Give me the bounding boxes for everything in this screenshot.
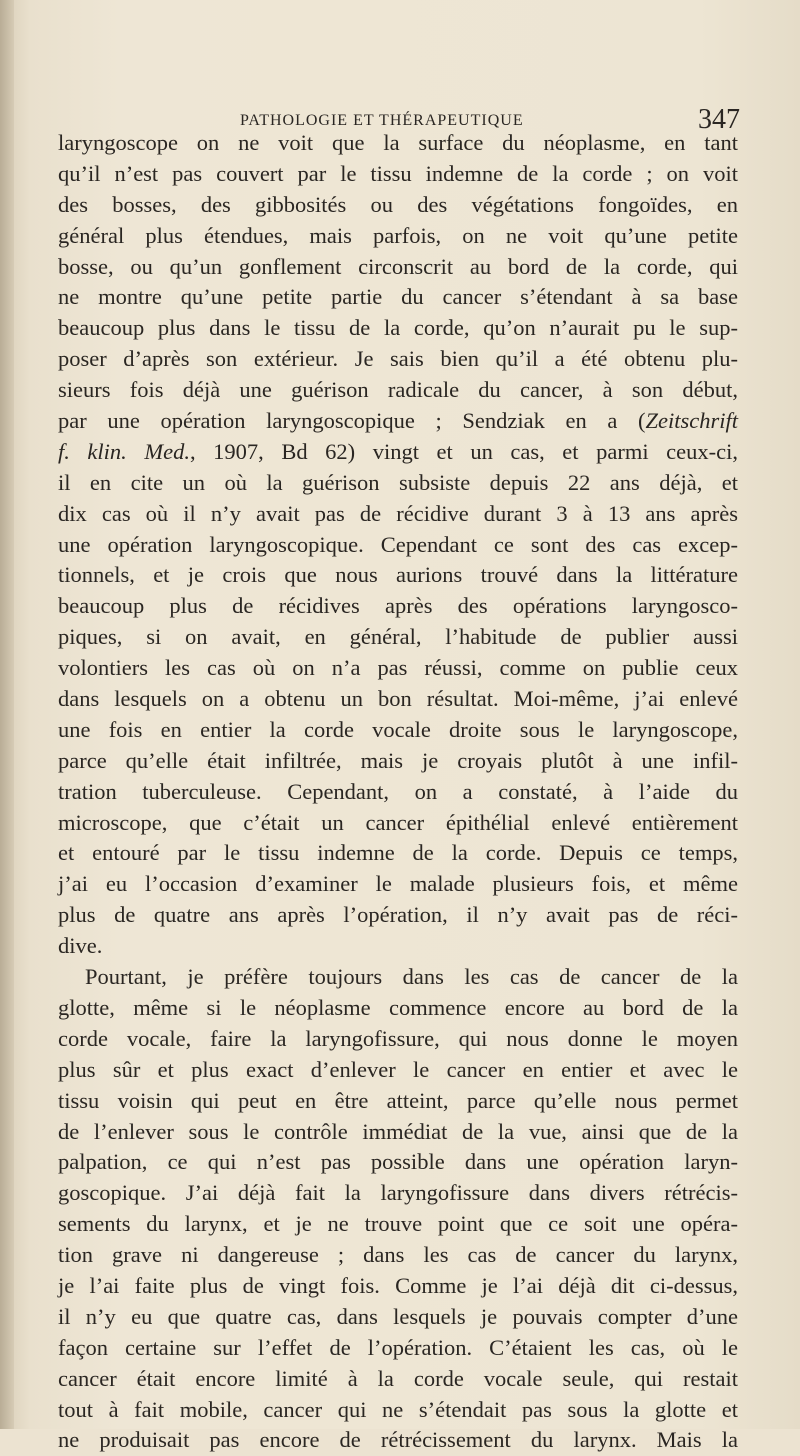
journal-title: Zeitschrift: [645, 408, 738, 434]
text-line: qu’il n’est pas couvert par le tissu indemne de la corde ; on voit: [58, 160, 738, 186]
text-line: sieurs fois déjà une guérison radicale du cancer, à son début,: [58, 377, 738, 403]
text-line: beaucoup plus dans le tissu de la corde, qu’on n’aurait pu le sup-: [58, 315, 738, 341]
text-line: j’ai eu l’occasion d’examiner le malade plusieurs fois, et même: [58, 871, 738, 897]
text-line: goscopique. J’ai déjà fait la laryngofissure dans divers rétrécis-: [58, 1180, 738, 1206]
text-line: tout à fait mobile, cancer qui ne s’étendait pas sous la glotte et: [58, 1396, 738, 1422]
text-line: il en cite un où la guérison subsiste depuis 22 ans déjà, et: [58, 469, 738, 495]
text-line: sements du larynx, et je ne trouve point que ce soit une opéra-: [58, 1211, 738, 1237]
text-line: dans lesquels on a obtenu un bon résultat. Moi-même, j’ai enlevé: [58, 686, 738, 712]
text-line: tissu voisin qui peut en être atteint, parce qu’elle nous permet: [58, 1087, 738, 1113]
page-gutter-shadow: [0, 0, 14, 1429]
text-line: cancer était encore limité à la corde vocale seule, qui restait: [58, 1365, 738, 1391]
text-line: ne produisait pas encore de rétrécissement du larynx. Mais la: [58, 1427, 738, 1453]
text-line: palpation, ce qui n’est pas possible dans une opération laryn-: [58, 1149, 738, 1175]
text-line: parce qu’elle était infiltrée, mais je croyais plutôt à une infil-: [58, 747, 738, 773]
text-line: façon certaine sur l’effet de l’opération. C’étaient les cas, où le: [58, 1334, 738, 1360]
text-line: tionnels, et je crois que nous aurions trouvé dans la littérature: [58, 562, 738, 588]
text-line: de l’enlever sous le contrôle immédiat de la vue, ainsi que de la: [58, 1118, 738, 1144]
text-line: et entouré par le tissu indemne de la corde. Depuis ce temps,: [58, 840, 738, 866]
paragraph-first-line: Pourtant, je préfère toujours dans les cas de cancer de la: [85, 964, 738, 990]
text-line: laryngoscope on ne voit que la surface du néoplasme, en tant: [58, 130, 738, 155]
text-line: plus de quatre ans après l’opération, il n’y avait pas de réci-: [58, 902, 738, 928]
text-line: f. klin. Med., 1907, Bd 62) vingt et un cas, et parmi ceux-ci,: [58, 438, 738, 464]
text-line: piques, si on avait, en général, l’habitude de publier aussi: [58, 624, 738, 650]
text-line: dive.: [58, 933, 103, 959]
text-line: beaucoup plus de récidives après des opérations laryngosco-: [58, 593, 738, 619]
text-line: une fois en entier la corde vocale droite sous le laryngoscope,: [58, 716, 738, 742]
text-line: je l’ai faite plus de vingt fois. Comme je l’ai déjà dit ci-dessus,: [58, 1272, 738, 1298]
text-line: bosse, ou qu’un gonflement circonscrit au bord de la corde, qui: [58, 253, 738, 279]
page-number: 347: [698, 104, 740, 135]
text-line: des bosses, des gibbosités ou des végétations fongoïdes, en: [58, 191, 738, 217]
text-line: microscope, que c’était un cancer épithélial enlevé entièrement: [58, 809, 738, 835]
text-line: tration tuberculeuse. Cependant, on a constaté, à l’aide du: [58, 778, 738, 804]
text-line: par une opération laryngoscopique ; Sendziak en a (Zeitschrift: [58, 408, 738, 434]
body-text: [58, 128, 738, 1456]
text-line: corde vocale, faire la laryngofissure, qui nous donne le moyen: [58, 1025, 738, 1051]
text-line: volontiers les cas où on n’a pas réussi, comme on publie ceux: [58, 655, 738, 681]
text-line: ne montre qu’une petite partie du cancer s’étendant à sa base: [58, 284, 738, 310]
text-line: il n’y eu que quatre cas, dans lesquels je pouvais compter d’une: [58, 1303, 738, 1329]
text-line: tion grave ni dangereuse ; dans les cas de cancer du larynx,: [58, 1242, 738, 1268]
journal-title: f. klin. Med.: [58, 438, 190, 464]
running-title: PATHOLOGIE ET THÉRAPEUTIQUE: [240, 112, 524, 129]
text-line: dix cas où il n’y avait pas de récidive durant 3 à 13 ans après: [58, 500, 738, 526]
text-line: poser d’après son extérieur. Je sais bien qu’il a été obtenu plu-: [58, 346, 738, 372]
text-line: plus sûr et plus exact d’enlever le cancer en entier et avec le: [58, 1056, 738, 1082]
text-line: général plus étendues, mais parfois, on ne voit qu’une petite: [58, 222, 738, 248]
text-line: une opération laryngoscopique. Cependant ce sont des cas excep-: [58, 531, 738, 557]
text-line: glotte, même si le néoplasme commence encore au bord de la: [58, 994, 738, 1020]
